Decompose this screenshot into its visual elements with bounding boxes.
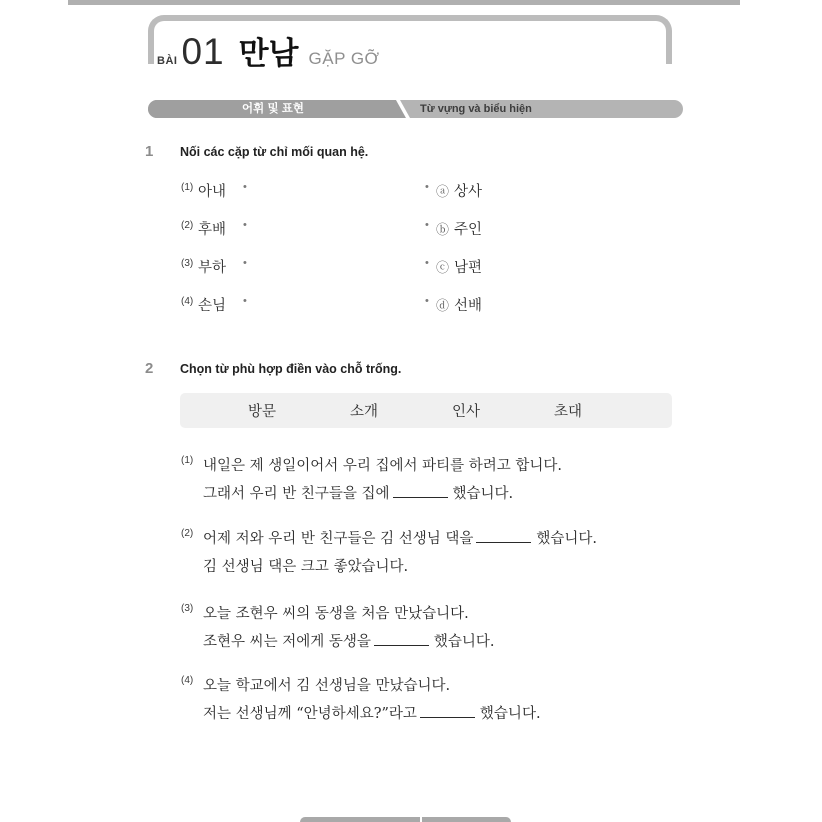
lesson-label: BÀI <box>157 55 178 67</box>
exercise1-instruction: Nối các cặp từ chỉ mối quan hệ. <box>180 145 369 159</box>
choice-letter: ⓑ <box>436 223 450 238</box>
matching-row <box>0 256 822 276</box>
left-word: 아내 <box>198 184 227 200</box>
word-bank <box>180 393 672 428</box>
lesson-title <box>157 28 380 73</box>
answer-blank <box>476 529 531 543</box>
lesson-title-vietnamese: GẶP GỠ <box>308 49 380 68</box>
section-title-korean: 어휘 및 표현 <box>242 103 304 115</box>
item-number: (1) <box>181 182 194 193</box>
sentence-line: 내일은 제 생일이어서 우리 집에서 파티를 하려고 합니다. <box>203 458 563 474</box>
match-dot-right: • <box>425 257 429 269</box>
sentence-lines <box>203 452 742 508</box>
item-number: (2) <box>181 528 194 539</box>
exercise2-number: 2 <box>145 360 154 377</box>
fill-in-item <box>182 600 742 656</box>
item-number: (2) <box>181 220 194 231</box>
choice-letter: ⓐ <box>436 185 450 200</box>
right-word: 선배 <box>454 298 483 314</box>
choice-letter: ⓓ <box>436 299 450 314</box>
lesson-number: 01 <box>181 31 225 72</box>
item-number: (3) <box>181 258 194 269</box>
answer-blank <box>420 704 475 718</box>
word-bank-item: 방문 <box>247 404 276 420</box>
exercise1-number: 1 <box>145 143 154 160</box>
choice-letter: ⓒ <box>436 261 450 276</box>
sentence-lines <box>203 525 742 581</box>
footer-tab-divider <box>420 817 422 822</box>
right-word: 남편 <box>454 260 483 276</box>
lesson-title-korean: 만남 <box>238 36 299 72</box>
sentence-line: 그래서 우리 반 친구들을 집에 했습니다. <box>203 486 514 502</box>
answer-blank <box>393 484 448 498</box>
sentence-line: 오늘 조현우 씨의 동생을 처음 만났습니다. <box>203 606 469 622</box>
fill-in-item <box>182 452 742 508</box>
match-dot-left: • <box>243 295 247 307</box>
left-word: 부하 <box>198 260 227 276</box>
item-number: (3) <box>181 603 194 614</box>
section-header-bar <box>148 100 683 118</box>
answer-blank <box>374 632 429 646</box>
matching-row <box>0 218 822 238</box>
item-number: (4) <box>181 296 194 307</box>
page-edge-bar <box>68 0 740 5</box>
left-word: 후배 <box>198 222 227 238</box>
fill-in-item <box>182 672 742 728</box>
match-dot-left: • <box>243 257 247 269</box>
item-number: (1) <box>181 455 194 466</box>
word-bank-item: 인사 <box>451 404 480 420</box>
sentence-line: 조현우 씨는 저에게 동생을 했습니다. <box>203 634 495 650</box>
match-dot-right: • <box>425 181 429 193</box>
match-dot-right: • <box>425 219 429 231</box>
match-dot-right: • <box>425 295 429 307</box>
word-bank-item: 소개 <box>349 404 378 420</box>
sentence-lines <box>203 600 742 656</box>
section-title-vietnamese: Từ vựng và biểu hiện <box>420 103 532 115</box>
sentence-line: 오늘 학교에서 김 선생님을 만났습니다. <box>203 678 451 694</box>
item-number: (4) <box>181 675 194 686</box>
right-word: 주인 <box>454 222 483 238</box>
sentence-line: 어제 저와 우리 반 친구들은 김 선생님 댁을 했습니다. <box>203 531 598 547</box>
matching-row <box>0 180 822 200</box>
match-dot-left: • <box>243 181 247 193</box>
sentence-line: 김 선생님 댁은 크고 좋았습니다. <box>203 559 409 575</box>
left-word: 손님 <box>198 298 227 314</box>
matching-row <box>0 294 822 314</box>
sentence-lines <box>203 672 742 728</box>
match-dot-left: • <box>243 219 247 231</box>
footer-page-tab <box>300 817 511 822</box>
word-bank-item: 초대 <box>553 404 582 420</box>
right-word: 상사 <box>454 184 483 200</box>
sentence-line: 저는 선생님께 “안녕하세요?”라고 했습니다. <box>203 706 541 722</box>
exercise2-instruction: Chọn từ phù hợp điền vào chỗ trống. <box>180 362 402 376</box>
fill-in-item <box>182 525 742 581</box>
